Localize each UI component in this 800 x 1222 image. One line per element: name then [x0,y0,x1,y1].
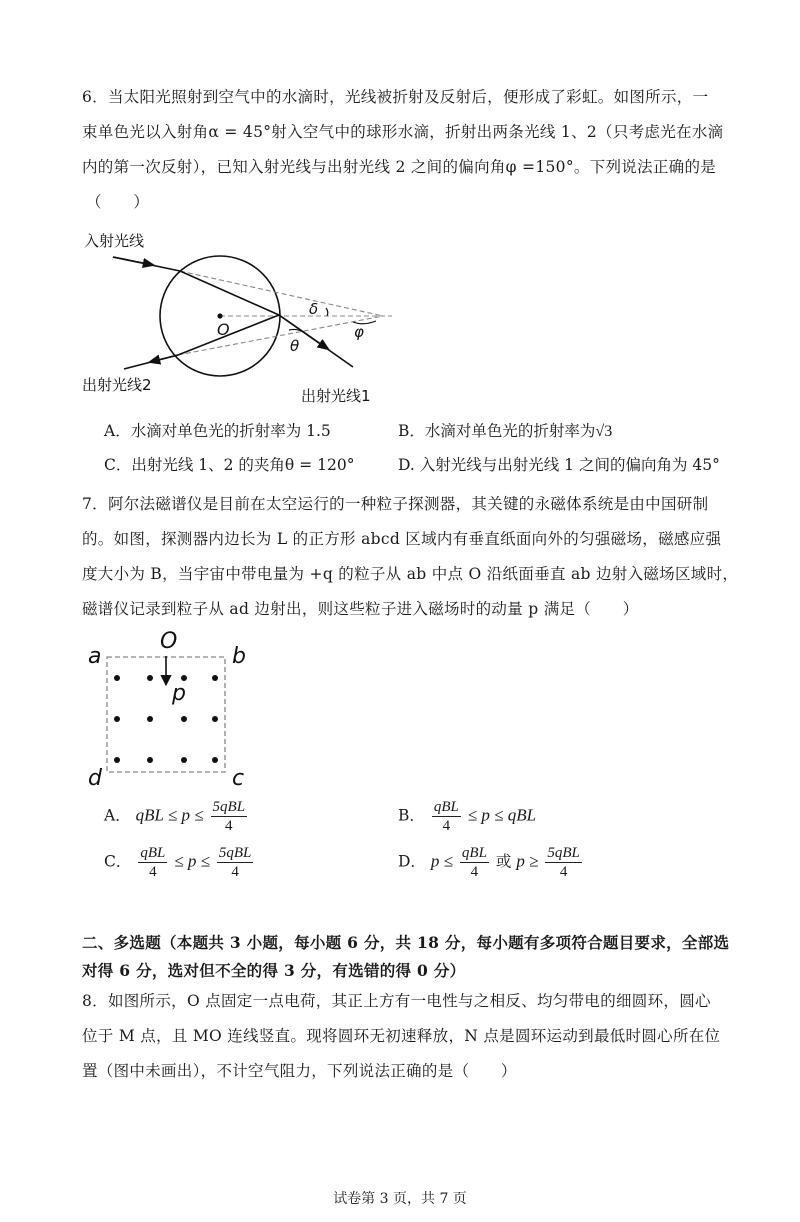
label-outgoing-ray-1: 出射光线1 [301,387,371,405]
label-outgoing-ray-2: 出射光线2 [82,376,152,394]
label-theta: θ [290,337,300,355]
label-incident-ray: 入射光线 [84,232,145,250]
q6-option-b[interactable] [398,420,612,443]
q6-option-b-value: √3 [595,423,613,440]
q6-text-line-2: 束单色光以入射角α = 45°射入空气中的球形水滴，折射出两条光线 1、2（只考虑光在水滴 [82,123,724,141]
q7-option-d[interactable] [398,844,584,881]
label-a: a [88,644,102,669]
label-b: b [232,644,246,669]
q6-answer-blank: （ ） [86,193,150,211]
page-footer: 试卷第 3 页，共 7 页 [333,1191,467,1207]
q7-option-d-letter: D． [398,852,426,871]
magnetic-field-square-diagram [80,625,260,790]
raindrop-refraction-diagram [80,225,400,410]
q7-option-a-left: qBL ≤ p ≤ [135,805,204,825]
field-dots [114,675,218,763]
label-d: d [88,766,102,790]
q7-option-c-mid: ≤ p ≤ [174,851,210,871]
center-point [217,313,222,318]
q7-option-a-fraction: $\frac{\text{5qBL}}{4}$ [212,799,246,834]
q7-option-d-or: 或 [495,852,512,871]
section-2-line-1: 二、多选题（本题共 3 小题，每小题 6 分，共 18 分，每小题有多项符合题目要求，全部选 [82,933,730,952]
q6-text-line-1: 6．当太阳光照射到空气中的水滴时，光线被折射及反射后，便形成了彩虹。如图所示，一 [82,88,709,106]
q7-option-c-fraction-2: $\frac{\text{5qBL}}{4}$ [218,845,252,880]
q7-text-line-1: 7．阿尔法磁谱仪是目前在太空运行的一种粒子探测器，其关键的永磁体系统是由中国研制 [82,495,709,513]
q7-option-b-right: ≤ p ≤ qBL [467,805,537,825]
q7-option-d-fraction-1: $\frac{\text{qBL}}{4}$ [461,845,487,880]
label-O: O [160,629,178,654]
label-center-O: O [217,320,230,339]
label-p: p [172,681,186,706]
q7-text-line-4: 磁谱仪记录到粒子从 ad 边射出，则这些粒子进入磁场时的动量 p 满足（ ） [82,600,639,618]
q6-option-d[interactable]: D. 入射光线与出射光线 1 之间的偏向角为 45° [398,456,720,474]
q6-option-b-text: B．水滴对单色光的折射率为 [398,422,596,440]
q8-text-line-1: 8．如图所示，O 点固定一点电荷，其正上方有一电性与之相反、均匀带电的细圆环，圆心 [82,992,711,1010]
q6-option-a[interactable]: A．水滴对单色光的折射率为 1.5 [104,422,331,440]
q7-option-b-fraction: $\frac{\text{qBL}}{4}$ [433,799,459,834]
delta-arc [326,308,328,316]
q7-option-c-fraction-1: $\frac{\text{qBL}}{4}$ [140,845,166,880]
q6-option-c[interactable]: C．出射光线 1、2 的夹角θ = 120° [104,456,355,474]
q7-option-c[interactable] [104,844,255,881]
q6-text-line-3: 内的第一次反射），已知入射光线与出射光线 2 之间的偏向角φ =150°。下列说法正确的是 [82,158,717,176]
q7-text-line-2: 的。如图，探测器内边长为 L 的正方形 abcd 区域内有垂直纸面向外的匀强磁场，磁感应强 [82,530,722,548]
label-phi: φ [354,323,364,341]
q7-option-b[interactable] [398,798,536,835]
section-2-line-2: 对得 6 分，选对但不全的得 3 分，有选错的得 0 分） [82,961,466,980]
label-c: c [232,766,245,790]
label-delta: δ [309,300,319,318]
q7-option-a[interactable] [104,798,249,835]
q7-option-c-letter: C． [104,852,132,871]
q7-option-b-letter: B． [398,806,425,825]
q8-text-line-3: 置（图中未画出），不计空气阻力，下列说法正确的是（ ） [82,1062,517,1080]
q7-option-d-mid: p ≥ [516,851,539,871]
q7-option-a-letter: A． [104,806,131,825]
q8-text-line-2: 位于 M 点，且 MO 连线竖直。现将圆环无初速释放，N 点是圆环运动到最低时圆心所在位 [82,1027,721,1045]
q7-text-line-3: 度大小为 B，当宇宙中带电量为 +q 的粒子从 ab 中点 O 沿纸面垂直 ab 边射入磁场区域时， [82,565,739,583]
q7-option-d-fraction-2: $\frac{\text{5qBL}}{4}$ [547,845,580,880]
q7-option-d-left: p ≤ [430,851,453,871]
